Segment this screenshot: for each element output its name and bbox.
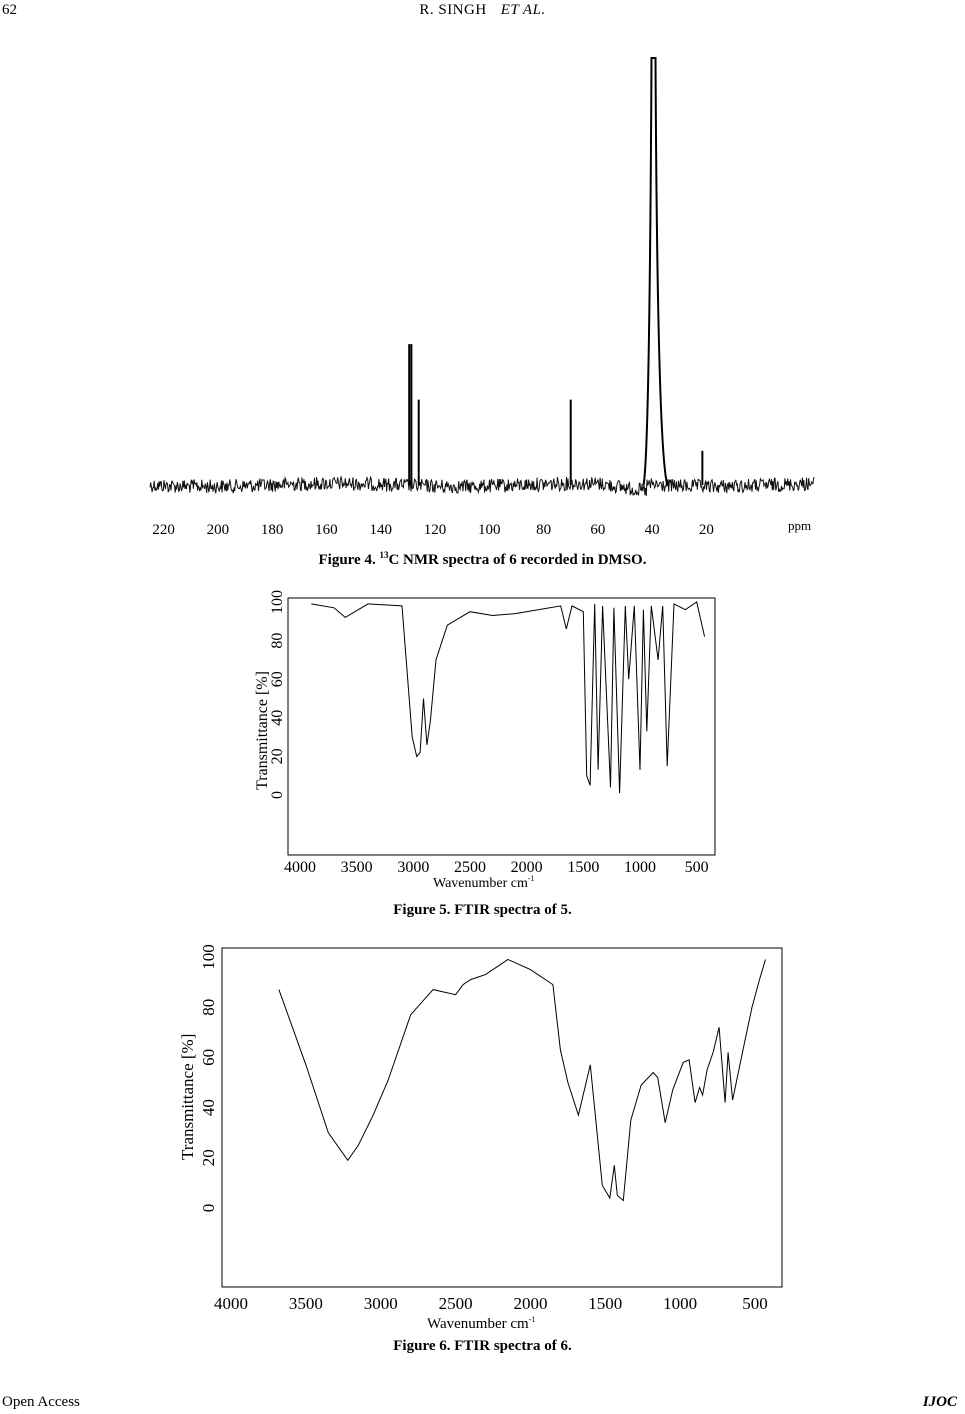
nmr-x-tick-label: 80: [536, 522, 552, 538]
nmr-xlabel: ppm: [788, 518, 812, 533]
nmr-x-tick-label: 20: [698, 522, 714, 538]
nmr-baseline-noise: [150, 477, 814, 496]
fig6-x-tick-label: 500: [742, 1294, 768, 1313]
fig5-x-tick-labels: [284, 859, 709, 876]
figure4-caption-prefix: Figure 4.: [318, 552, 380, 568]
figure6-ftir-chart: [175, 940, 787, 1330]
fig5-xlabel: [433, 874, 535, 890]
fig6-x-tick-label: 3500: [288, 1294, 323, 1313]
fig5-x-tick-label: 2500: [454, 859, 486, 876]
figure4-caption-rest: C NMR spectra of 6 recorded in DMSO.: [388, 552, 647, 568]
fig5-x-tick-label: 3500: [340, 859, 373, 876]
fig6-y-tick-labels: [199, 944, 218, 1212]
fig5-x-tick-label: 2000: [510, 859, 543, 876]
nmr-peak: [644, 58, 668, 485]
nmr-x-tick-label: 100: [478, 522, 501, 538]
nmr-x-tick-label: 120: [423, 522, 447, 538]
fig6-y-tick-label: 60: [199, 1048, 218, 1066]
fig6-y-tick-label: 40: [199, 1099, 218, 1117]
running-head-et-al: ET AL.: [500, 2, 546, 18]
fig6-y-tick-label: 80: [199, 998, 218, 1016]
fig6-ylabel: Transmittance [%]: [178, 1033, 197, 1160]
fig5-x-tick-label: 500: [684, 859, 709, 876]
fig5-y-tick-label: 80: [269, 632, 286, 649]
figure6-caption: Figure 6. FTIR spectra of 6.: [393, 1338, 572, 1354]
fig5-y-tick-label: 0: [269, 791, 286, 799]
fig5-x-tick-label: 4000: [284, 859, 316, 876]
fig6-x-tick-label: 2500: [438, 1294, 473, 1313]
nmr-x-tick-label: 140: [369, 522, 392, 538]
fig6-xlabel: [427, 1315, 535, 1330]
nmr-x-tick-label: 180: [260, 522, 284, 538]
figure4-nmr-chart: [145, 50, 825, 540]
fig5-x-tick-label: 3000: [397, 859, 430, 876]
fig5-y-tick-labels: [269, 590, 286, 799]
footer-open-access: Open Access: [2, 1394, 80, 1410]
fig6-y-tick-label: 100: [199, 944, 218, 970]
fig6-y-tick-label: 20: [199, 1149, 218, 1167]
figure5-ftir-chart: [245, 590, 720, 890]
nmr-peaks: [409, 58, 702, 485]
fig5-y-tick-label: 40: [269, 709, 286, 726]
fig6-x-tick-label: 1500: [588, 1294, 623, 1313]
nmr-x-tick-label: 220: [152, 522, 175, 538]
fig6-x-tick-labels: [214, 1294, 768, 1313]
fig6-xlabel-sup: -1: [528, 1315, 536, 1324]
fig6-x-tick-label: 3000: [363, 1294, 398, 1313]
fig5-y-tick-label: 60: [269, 671, 286, 688]
fig6-x-tick-label: 4000: [214, 1294, 248, 1313]
fig6-x-tick-label: 2000: [513, 1294, 548, 1313]
nmr-x-tick-label: 160: [315, 522, 338, 538]
running-head-authors: R. SINGH: [419, 2, 487, 18]
figure4-caption-sup: 13: [379, 550, 389, 560]
nmr-x-tick-labels: [152, 522, 714, 538]
fig5-y-tick-label: 20: [269, 748, 286, 765]
fig5-x-tick-label: 1500: [567, 859, 600, 876]
running-head: [0, 2, 965, 19]
fig5-spectrum-line: [311, 602, 704, 793]
footer-journal: IJOC: [922, 1394, 957, 1410]
nmr-x-tick-label: 200: [206, 522, 230, 538]
fig5-x-tick-label: 1000: [624, 859, 656, 876]
fig5-ylabel: Transmittance [%]: [254, 671, 271, 790]
page-number: 62: [2, 2, 17, 18]
fig5-y-tick-label: 100: [269, 590, 286, 614]
nmr-noise-trace: [150, 477, 814, 496]
nmr-x-tick-label: 40: [644, 522, 660, 538]
nmr-x-tick-label: 60: [590, 522, 606, 538]
fig6-xlabel-text: Wavenumber cm: [427, 1316, 529, 1330]
fig6-x-tick-label: 1000: [663, 1294, 698, 1313]
figure4-caption: [0, 550, 965, 569]
fig6-plot-frame: [222, 948, 782, 1287]
fig6-y-tick-label: 0: [199, 1203, 218, 1213]
fig5-xlabel-text: Wavenumber cm: [433, 876, 528, 890]
fig6-spectrum-line: [279, 960, 766, 1201]
figure5-caption: Figure 5. FTIR spectra of 5.: [393, 902, 572, 918]
fig5-xlabel-sup: -1: [527, 874, 535, 883]
fig5-plot-frame: [288, 598, 715, 855]
